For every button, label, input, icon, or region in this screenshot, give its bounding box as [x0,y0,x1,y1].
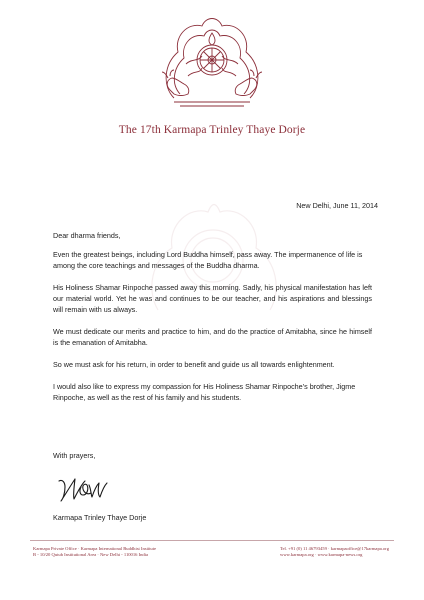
footer-address-line-2: B - 10/20 Qutub Institutional Area · New Delhi - 110016 India [33,552,149,558]
letter-paragraph-2: His Holiness Shamar Rinpoche passed away this morning. Sadly, his physical manifestation has left our material world. Yet he was and continues to be our teacher, and his aspirations and blessings will remain with us always. [53,283,372,314]
letter-salutation: Dear dharma friends, [53,231,121,240]
footer-address-line-1: Karmapa Private Office · Karmapa International Buddhist Institute [33,546,157,551]
letter-paragraph-4: So we must ask for his return, in order to benefit and guide us all towards enlightenment. [53,360,335,369]
letter-paragraph-3: We must dedicate our merits and practice to him, and do the practice of Amitabha, since he himself is the emanation of Amitabha. [53,327,372,347]
letter-paragraph-1: Even the greatest beings, including Lord Buddha himself, pass away. The impermanence of life is among the core teachings and messages of the Buddha dharma. [53,250,363,270]
letter-closing: With prayers, [53,451,96,460]
footer-contact-line-1: Tel. +91 (0) 11 46793459 · karmapaoffice@17karmapa.org [280,546,389,551]
dharma-wheel-deer-emblem-icon [144,6,280,112]
letter-dateline: New Delhi, June 11, 2014 [296,201,378,210]
footer-contact [280,546,389,559]
letter-signatory: Karmapa Trinley Thaye Dorje [53,513,147,522]
letterhead-title: The 17th Karmapa Trinley Thaye Dorje [118,124,306,136]
handwritten-signature [57,473,109,505]
footer-divider [30,540,394,541]
footer-contact-line-2: www.karmapa.org · www.karmapa-news.org [280,552,363,558]
footer-address [33,546,156,559]
letter-paragraph-5: I would also like to express my compassion for His Holiness Shamar Rinpoche’s brother, Jigme Rinpoche, as well as the rest of his family and his students. [53,382,356,402]
